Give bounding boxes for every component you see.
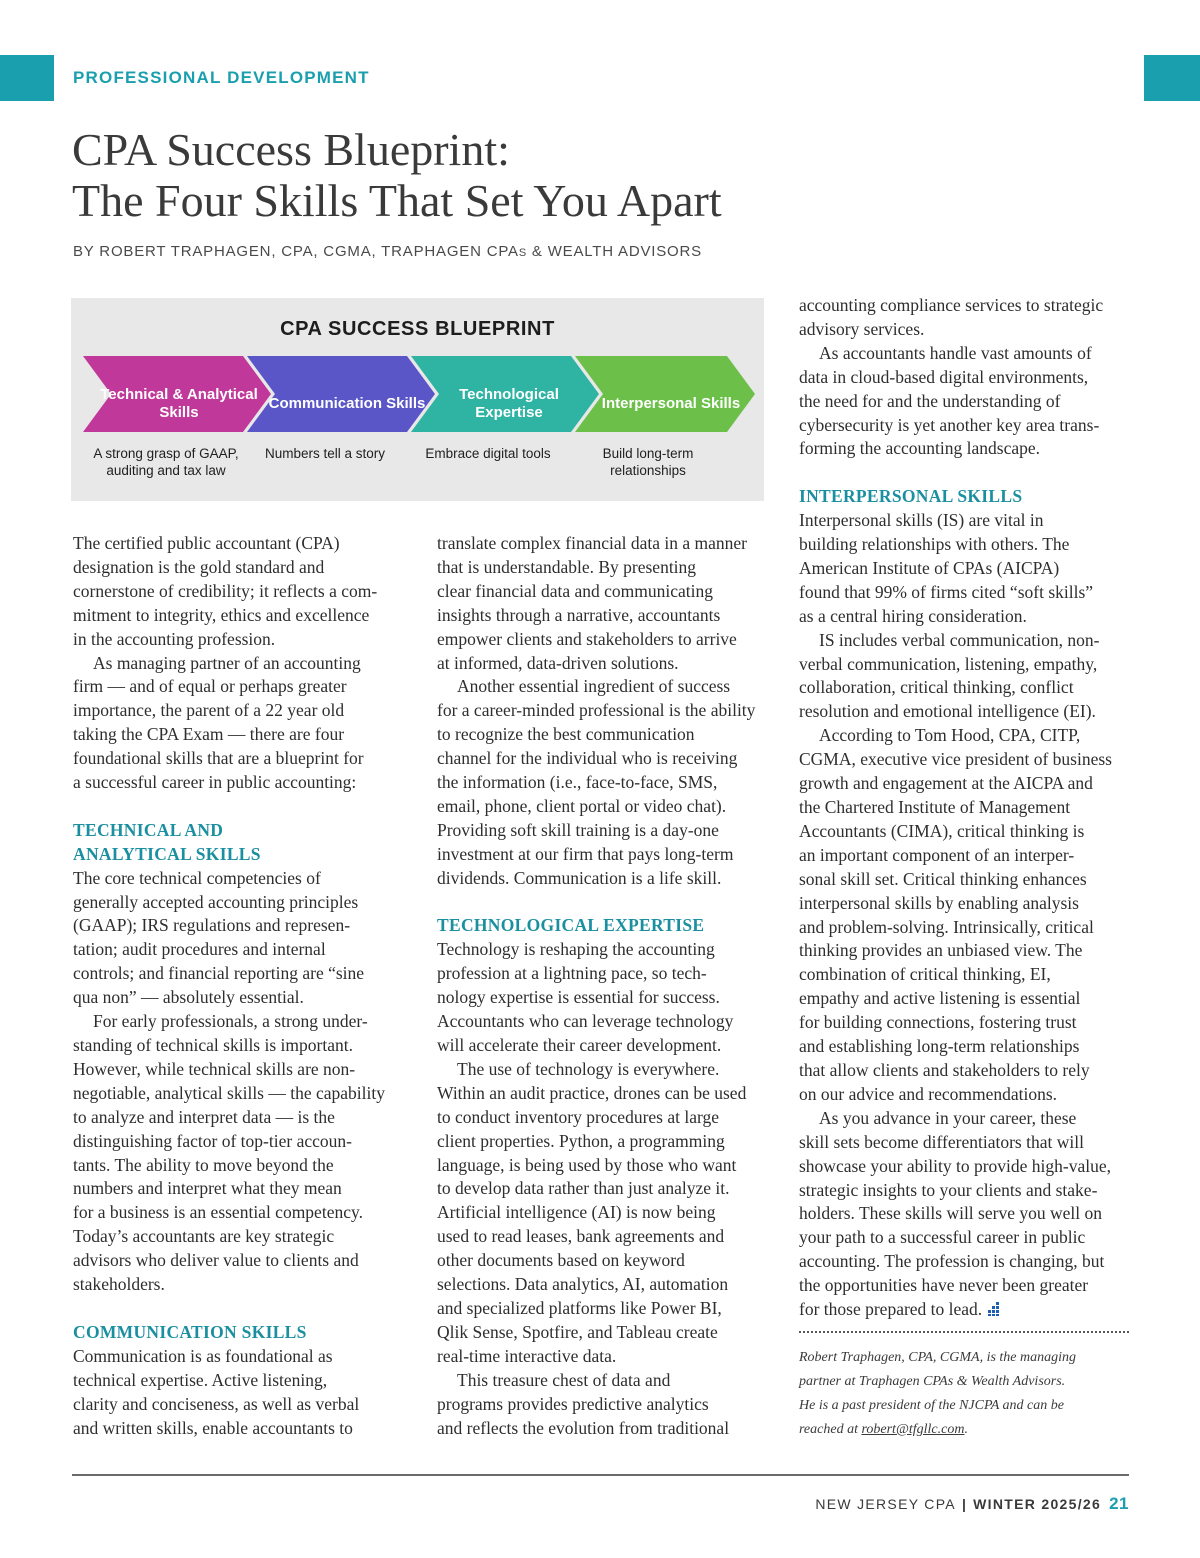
text-line: importance, the parent of a 22 year old xyxy=(73,700,345,721)
text-line: stakeholders. xyxy=(73,1274,165,1295)
text-line: channel for the individual who is receiving xyxy=(437,748,738,769)
text-line: standing of technical skills is important. xyxy=(73,1035,353,1056)
text-line: other documents based on keyword xyxy=(437,1250,685,1271)
text-line: dividends. Communication is a life skill. xyxy=(437,867,722,888)
blueprint-title: CPA SUCCESS BLUEPRINT xyxy=(280,318,555,340)
paragraph xyxy=(73,1010,408,1297)
text-line: This treasure chest of data and xyxy=(457,1369,671,1390)
text-line: client properties. Python, a programming xyxy=(437,1130,725,1151)
text-line: showcase your ability to provide high-value, xyxy=(799,1155,1112,1176)
text-line: sonal skill set. Critical thinking enhances xyxy=(799,868,1087,889)
paragraph-final xyxy=(799,1107,1134,1322)
bio-divider xyxy=(799,1331,1129,1333)
step-1-label: Technical & Analytical Skills xyxy=(100,386,258,421)
text-line: and specialized platforms like Power BI, xyxy=(437,1297,722,1318)
text-line: numbers and interpret what they mean xyxy=(73,1178,342,1199)
text-line: a successful career in public accounting: xyxy=(73,772,357,793)
text-line: clarity and conciseness, as well as verbal xyxy=(73,1393,360,1414)
column-3 xyxy=(799,294,1134,1322)
text-line: combination of critical thinking, EI, xyxy=(799,964,1051,985)
text-line: verbal communication, listening, empathy, xyxy=(799,653,1098,674)
text-line: empathy and active listening is essential xyxy=(799,988,1081,1009)
text-line: firm — and of equal or perhaps greater xyxy=(73,676,347,697)
paragraph xyxy=(437,532,772,675)
text-line: and written skills, enable accountants to xyxy=(73,1417,353,1438)
section-label: PROFESSIONAL DEVELOPMENT xyxy=(73,68,370,87)
step-4-desc: Build long-term relationships xyxy=(602,446,694,478)
paragraph xyxy=(73,652,408,795)
text-line: Artificial intelligence (AI) is now being xyxy=(437,1202,716,1223)
footer-separator: | xyxy=(961,1496,968,1512)
text-line: email, phone, client portal or video chat). xyxy=(437,795,727,816)
text-line: collaboration, critical thinking, conflict xyxy=(799,677,1074,698)
page-number: 21 xyxy=(1109,1494,1129,1513)
text-line: used to read leases, bank agreements and xyxy=(437,1226,725,1247)
step-4-label: Interpersonal Skills xyxy=(601,395,741,412)
step-1-desc: A strong grasp of GAAP, auditing and tax law xyxy=(93,446,239,478)
text-line: will accelerate their career development. xyxy=(437,1035,722,1056)
text-line: The use of technology is everywhere. xyxy=(457,1058,720,1079)
text-line: empower clients and stakeholders to arrive xyxy=(437,628,737,649)
text-line: As managing partner of an accounting xyxy=(93,652,361,673)
text-line: designation is the gold standard and xyxy=(73,556,325,577)
text-line: the opportunities have never been greater xyxy=(799,1275,1089,1296)
text-line: and establishing long-term relationships xyxy=(799,1036,1080,1057)
text-line: Today’s accountants are key strategic xyxy=(73,1226,335,1247)
text-line: IS includes verbal communication, non- xyxy=(819,629,1100,650)
issue-date: WINTER 2025/26 xyxy=(973,1496,1102,1512)
bio-line: Robert Traphagen, CPA, CGMA, is the managing xyxy=(799,1350,1077,1365)
text-line: cornerstone of credibility; it reflects a com- xyxy=(73,580,378,601)
text-line: advisors who deliver value to clients and xyxy=(73,1250,359,1271)
text-line: Communication is as foundational as xyxy=(73,1345,333,1366)
text-line: building relationships with others. The xyxy=(799,534,1070,555)
footer-rule xyxy=(72,1474,1129,1476)
text-line: CGMA, executive vice president of business xyxy=(799,749,1112,770)
text-line: as a central hiring consideration. xyxy=(799,605,1027,626)
text-line: cybersecurity is yet another key area trans- xyxy=(799,414,1100,435)
article-title xyxy=(72,124,722,226)
blueprint-graphic xyxy=(71,298,764,501)
heading-technical: TECHNICAL AND ANALYTICAL SKILLS xyxy=(73,819,261,864)
text-line: For early professionals, a strong under- xyxy=(93,1011,368,1032)
paragraph xyxy=(73,1345,408,1441)
text-line: in the accounting profession. xyxy=(73,628,276,649)
text-line: Another essential ingredient of success xyxy=(457,676,731,697)
step-2-desc: Numbers tell a story xyxy=(264,446,386,461)
text-line: for a business is an essential competency. xyxy=(73,1202,363,1223)
text-line: accounting compliance services to strategic xyxy=(799,295,1104,315)
text-line: data in cloud-based digital environments, xyxy=(799,366,1089,387)
text-line: generally accepted accounting principles xyxy=(73,891,359,912)
page-footer xyxy=(815,1494,1129,1514)
text-line: negotiable, analytical skills — the capability xyxy=(73,1082,385,1103)
text-line: real-time interactive data. xyxy=(437,1345,617,1366)
end-mark-icon xyxy=(986,1302,1000,1316)
text-line: tants. The ability to move beyond the xyxy=(73,1154,334,1175)
text-line: investment at our firm that pays long-term xyxy=(437,843,734,864)
text-line: interpersonal skills by enabling analysis xyxy=(799,892,1079,913)
magazine-name: NEW JERSEY CPA xyxy=(815,1496,956,1512)
byline-main: BY ROBERT TRAPHAGEN, CPA, CGMA, TRAPHAGEN CPA xyxy=(73,243,519,260)
byline-rest: & WEALTH ADVISORS xyxy=(526,243,702,260)
text-line: American Institute of CPAs (AICPA) xyxy=(799,557,1060,578)
text-line: on our advice and recommendations. xyxy=(799,1083,1058,1104)
heading-interpersonal: INTERPERSONAL SKILLS xyxy=(799,486,1023,507)
text-line: an important component of an interper- xyxy=(799,844,1075,865)
byline-small-s: S xyxy=(518,247,527,259)
text-line: clear financial data and communicating xyxy=(437,580,713,601)
text-line: the need for and the understanding of xyxy=(799,390,1061,411)
text-line: at informed, data-driven solutions. xyxy=(437,652,679,673)
column-1 xyxy=(73,532,408,1440)
text-line: mitment to integrity, ethics and excellence xyxy=(73,604,370,625)
heading-communication: COMMUNICATION SKILLS xyxy=(73,1321,307,1342)
text-line: The certified public accountant (CPA) xyxy=(73,533,340,553)
author-bio xyxy=(799,1346,1139,1442)
text-line: technical expertise. Active listening, xyxy=(73,1369,328,1390)
step-3-label: Technological Expertise xyxy=(459,386,559,421)
text-line: Interpersonal skills (IS) are vital in xyxy=(799,510,1044,531)
text-line: insights through a narrative, accountants xyxy=(437,604,721,625)
text-line: Accountants who can leverage technology xyxy=(437,1011,734,1032)
text-line: advisory services. xyxy=(799,318,925,339)
text-line: found that 99% of firms cited “soft skills” xyxy=(799,581,1094,602)
text-line: controls; and financial reporting are “sine xyxy=(73,963,365,984)
paragraph xyxy=(437,938,772,1058)
paragraph xyxy=(73,532,408,652)
author-email-link[interactable]: robert@tfgllc.com xyxy=(861,1422,965,1437)
text-line: for a career-minded professional is the ability xyxy=(437,700,756,721)
text-line: foundational skills that are a blueprint for xyxy=(73,748,364,769)
text-line: your path to a successful career in public xyxy=(799,1227,1086,1248)
bio-line: reached at robert@tfgllc.com. xyxy=(799,1422,968,1437)
text-line: strategic insights to your clients and stake- xyxy=(799,1179,1098,1200)
paragraph xyxy=(73,867,408,1010)
text-line: accounting. The profession is changing, but xyxy=(799,1251,1105,1272)
paragraph xyxy=(799,509,1134,629)
text-line: and reflects the evolution from traditional xyxy=(437,1417,730,1438)
paragraph xyxy=(437,1369,772,1441)
text-line: Qlik Sense, Spotfire, and Tableau create xyxy=(437,1321,718,1342)
text-line: for building connections, fostering trust xyxy=(799,1012,1077,1033)
text-line: resolution and emotional intelligence (EI). xyxy=(799,701,1096,722)
text-line: to recognize the best communication xyxy=(437,724,695,745)
text-line: thinking provides an unbiased view. The xyxy=(799,940,1083,961)
text-line: forming the accounting landscape. xyxy=(799,438,1041,459)
heading-technological: TECHNOLOGICAL EXPERTISE xyxy=(437,915,705,936)
column-2 xyxy=(437,532,772,1440)
text-line: According to Tom Hood, CPA, CITP, xyxy=(819,725,1081,746)
text-line: translate complex financial data in a manner xyxy=(437,533,748,553)
paragraph xyxy=(799,724,1134,1107)
text-line: As you advance in your career, these xyxy=(819,1107,1077,1128)
text-line: Technology is reshaping the accounting xyxy=(437,939,715,960)
step-3-desc: Embrace digital tools xyxy=(425,446,551,461)
text-line: holders. These skills will serve you well on xyxy=(799,1203,1102,1224)
text-line: and problem-solving. Intrinsically, critical xyxy=(799,916,1094,937)
text-line: Providing soft skill training is a day-one xyxy=(437,819,719,840)
text-line: the information (i.e., face-to-face, SMS, xyxy=(437,772,718,793)
title-line-2: The Four Skills That Set You Apart xyxy=(72,175,722,226)
text-line: profession at a lightning pace, so tech- xyxy=(437,963,707,984)
text-line: the Chartered Institute of Management xyxy=(799,797,1071,818)
byline xyxy=(73,243,702,260)
text-line: for those prepared to lead. xyxy=(799,1298,1134,1322)
text-line: The core technical competencies of xyxy=(73,867,321,888)
text-line: qua non” — absolutely essential. xyxy=(73,987,304,1008)
bio-line: He is a past president of the NJCPA and can be xyxy=(799,1398,1064,1413)
paragraph xyxy=(799,342,1134,462)
text-line: tation; audit procedures and internal xyxy=(73,939,326,960)
text-line: However, while technical skills are non- xyxy=(73,1058,356,1079)
text-line: taking the CPA Exam — there are four xyxy=(73,724,345,745)
title-line-1: CPA Success Blueprint: xyxy=(72,124,510,175)
text-line: to develop data rather than just analyze it. xyxy=(437,1178,730,1199)
text-line: Within an audit practice, drones can be used xyxy=(437,1082,747,1103)
right-edge-tab xyxy=(1144,55,1200,101)
text-line: language, is being used by those who want xyxy=(437,1154,737,1175)
text-line: selections. Data analytics, AI, automation xyxy=(437,1274,729,1295)
text-line: (GAAP); IRS regulations and represen- xyxy=(73,915,351,936)
text-line: that is understandable. By presenting xyxy=(437,556,697,577)
text-line: nology expertise is essential for success. xyxy=(437,987,720,1008)
text-line: growth and engagement at the AICPA and xyxy=(799,773,1093,794)
left-edge-tab xyxy=(0,55,54,101)
step-2-label: Communication Skills xyxy=(268,395,426,412)
text-line: to analyze and interpret data — is the xyxy=(73,1106,335,1127)
bio-line: partner at Traphagen CPAs & Wealth Advisors. xyxy=(799,1374,1066,1389)
paragraph xyxy=(799,629,1134,725)
text-line: distinguishing factor of top-tier accoun- xyxy=(73,1130,352,1151)
paragraph xyxy=(437,675,772,890)
text-line: skill sets become differentiators that will xyxy=(799,1131,1084,1152)
paragraph xyxy=(437,1058,772,1369)
text-line: to conduct inventory procedures at large xyxy=(437,1106,720,1127)
text-line: Accountants (CIMA), critical thinking is xyxy=(799,820,1085,841)
text-line: programs provides predictive analytics xyxy=(437,1393,709,1414)
text-line: that allow clients and stakeholders to rely xyxy=(799,1059,1090,1080)
text-line: As accountants handle vast amounts of xyxy=(819,342,1092,363)
paragraph xyxy=(799,294,1134,342)
